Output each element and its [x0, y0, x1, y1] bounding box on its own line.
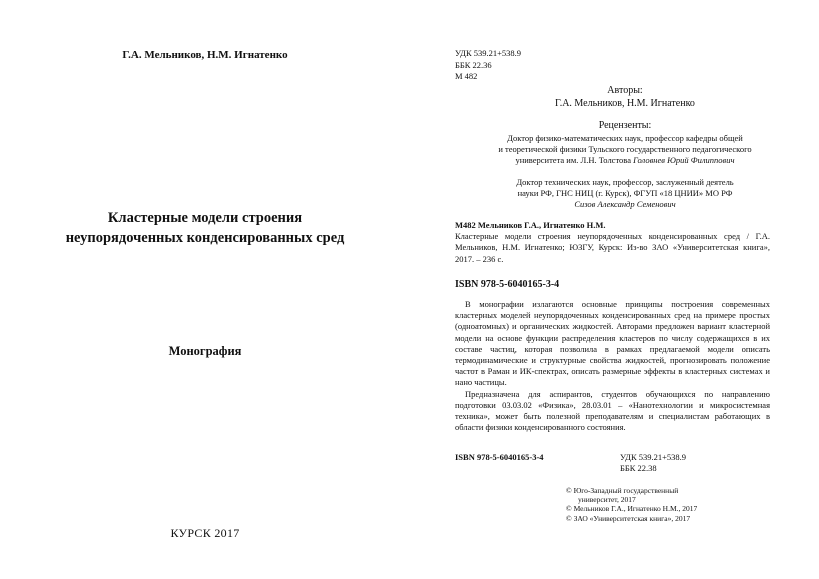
reviewers-label: Рецензенты:: [598, 120, 652, 131]
book-title: [0, 208, 410, 248]
title-line-2: неупорядоченных конденсированных сред: [65, 230, 345, 246]
author-mark: М 482: [455, 71, 478, 81]
biblio-heading: М482 Мельников Г.А., Игнатенко Н.М.: [455, 220, 606, 230]
copyright-block: [566, 486, 806, 523]
authors-left: Г.А. Мельников, Н.М. Игнатенко: [122, 49, 288, 61]
city-year: КУРСК 2017: [170, 526, 240, 540]
udk-bottom: УДК 539.21+538.9: [620, 452, 687, 462]
abstract-paragraph-2: Предназначена для аспирантов, студентов обучающихся по направлению подготовки 03.03.02 «Физика», 28.03.01 – «Нанотехнологии и микросистемная техника», может быть полезной преподавателям и специалистам работающих в области физики конденсированного состояния.: [455, 388, 770, 433]
authors-names: Г.А. Мельников, Н.М. Игнатенко: [555, 97, 695, 109]
biblio-body: Кластерные модели строения неупорядоченных конденсированных сред / Г.А. Мельников, Н.М. Игнатенко; ЮЗГУ, Курск: Из-во ЗАО «Университетская книга», 2017. – 236 с.: [455, 231, 770, 264]
genre-label: Монография: [168, 344, 242, 358]
bibliographic-record: [455, 220, 770, 265]
copyright-3: © ЗАО «Университетская книга», 2017: [566, 513, 691, 523]
reviewer-1-line-3: [445, 155, 805, 166]
abstract: [455, 299, 770, 433]
abstract-paragraph-1: В монографии излагаются основные принципы построения современных кластерных моделей неупорядоченных конденсированных сред на примере простых (одноатомных) и органических жидкостей. Авторами предложен вариант кластерной модели на основе функции распределения кластеров по числу содержащихся в их составе частиц, которая позволила в рамках предлагаемой модели описать термодинамические и структурные свойства жидкостей, прогнозировать положение частот в Раман и ИК-спектрах, описать размерные эффекты в кластерных системах и нано частицы.: [455, 299, 770, 388]
copyright-1a: © Юго-Западный государственный: [566, 486, 679, 495]
bbk-code: ББК 22.36: [455, 59, 492, 70]
reviewer-2: [445, 177, 805, 211]
classification-codes: [455, 48, 521, 83]
authors-label: Авторы:: [607, 85, 643, 96]
title-line-1: Кластерные модели строения: [107, 210, 303, 226]
isbn: ISBN 978-5-6040165-3-4: [455, 279, 560, 290]
reviewer-2-line-1: Доктор технических наук, профессор, заслуженный деятель: [516, 177, 734, 187]
isbn-bottom: ISBN 978-5-6040165-3-4: [455, 452, 544, 462]
reviewer-1: [445, 133, 805, 167]
copyright-2: © Мельников Г.А., Игнатенко Н.М., 2017: [566, 504, 698, 514]
classification-bottom: [620, 452, 686, 474]
udk-code: УДК 539.21+538.9: [455, 48, 522, 58]
authors-block: [430, 85, 819, 110]
bbk-bottom: ББК 22.38: [620, 463, 657, 474]
reviewer-1-line-1: Доктор физико-математических наук, профессор кафедры общей: [507, 133, 743, 143]
reviewer-2-line-2: науки РФ, ГНС НИЦ (г. Курск), ФГУП «18 ЦНИИ» МО РФ: [517, 188, 733, 199]
reviewer-1-name: Головнев Юрий Филиппович: [633, 155, 735, 166]
reviewer-1-line-2: и теоретической физики Тульского государственного педагогического: [498, 144, 752, 155]
reviewer-2-name: Сизов Александр Семенович: [574, 199, 676, 210]
reviewer-1-affiliation: университета им. Л.Н. Толстова: [515, 155, 631, 166]
copyright-1b: университет, 2017: [578, 495, 636, 505]
